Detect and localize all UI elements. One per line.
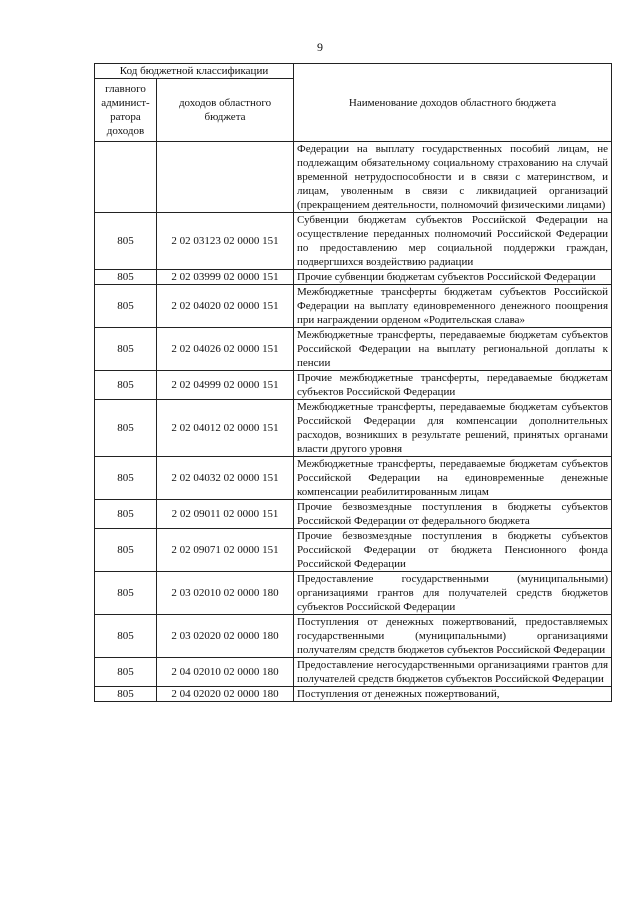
code-cell: 2 02 04020 02 0000 151 [157,285,294,328]
code-cell: 2 04 02010 02 0000 180 [157,658,294,687]
table-row [95,328,612,371]
admin-cell: 805 [95,572,157,615]
code-cell: 2 02 09011 02 0000 151 [157,500,294,529]
table-body [95,142,612,702]
table-row [95,457,612,500]
admin-cell: 805 [95,457,157,500]
name-cell: Прочие безвозмездные поступления в бюджеты субъектов Российской Федерации от федерального бюджета [294,500,612,529]
code-cell: 2 02 03123 02 0000 151 [157,213,294,270]
name-cell: Поступления от денежных пожертвований, [294,687,612,702]
admin-cell: 805 [95,270,157,285]
code-cell: 2 02 09071 02 0000 151 [157,529,294,572]
admin-cell: 805 [95,615,157,658]
name-cell: Прочие субвенции бюджетам субъектов Российской Федерации [294,270,612,285]
admin-cell [95,142,157,213]
page-number: 9 [317,40,323,54]
header-code: доходов областного бюджета [157,79,294,142]
name-cell: Поступления от денежных пожертвований, предоставляемых государственными (муниципальными) организациями получателям средств бюджетов субъектов Российской Федерации [294,615,612,658]
code-cell: 2 03 02010 02 0000 180 [157,572,294,615]
code-cell [157,142,294,213]
code-cell: 2 02 04026 02 0000 151 [157,328,294,371]
table-row [95,285,612,328]
header-name: Наименование доходов областного бюджета [294,64,612,142]
name-cell: Предоставление государственными (муниципальными) организациями грантов для получателей средств бюджетов субъектов Российской Федерации [294,572,612,615]
admin-cell: 805 [95,500,157,529]
table-row [95,500,612,529]
admin-cell: 805 [95,400,157,457]
code-cell: 2 03 02020 02 0000 180 [157,615,294,658]
table-row [95,572,612,615]
admin-cell: 805 [95,213,157,270]
admin-cell: 805 [95,687,157,702]
admin-cell: 805 [95,285,157,328]
table-row [95,615,612,658]
code-cell: 2 02 04032 02 0000 151 [157,457,294,500]
code-cell: 2 04 02020 02 0000 180 [157,687,294,702]
table-row [95,142,612,213]
name-cell: Межбюджетные трансферты, передаваемые бюджетам субъектов Российской Федерации на единовременные денежные компенсации реабилитированным лицам [294,457,612,500]
header-admin: главного админист-ратора доходов [95,79,157,142]
table-row [95,529,612,572]
table-row [95,687,612,702]
admin-cell: 805 [95,658,157,687]
name-cell: Межбюджетные трансферты, передаваемые бюджетам субъектов Российской Федерации для компенсации дополнительных расходов, возникших в результате решений, принятых органами власти другого уровня [294,400,612,457]
code-cell: 2 02 03999 02 0000 151 [157,270,294,285]
admin-cell: 805 [95,328,157,371]
name-cell: Предоставление негосударственными организациями грантов для получателей средств бюджетов субъектов Российской Федерации [294,658,612,687]
name-cell: Субвенции бюджетам субъектов Российской Федерации на осуществление переданных полномочий Российской Федерации по предоставлению мер социальной поддержки граждан, подвергшихся воздействию радиации [294,213,612,270]
admin-cell: 805 [95,371,157,400]
table-row [95,270,612,285]
table-row [95,400,612,457]
name-cell: Прочие межбюджетные трансферты, передаваемые бюджетам субъектов Российской Федерации [294,371,612,400]
name-cell: Межбюджетные трансферты бюджетам субъектов Российской Федерации на выплату единовременного денежного поощрения при награждении орденом «Родительская слава» [294,285,612,328]
name-cell: Прочие безвозмездные поступления в бюджеты субъектов Российской Федерации от бюджета Пенсионного фонда Российской Федерации [294,529,612,572]
admin-cell: 805 [95,529,157,572]
table-row [95,213,612,270]
table-row [95,371,612,400]
code-cell: 2 02 04012 02 0000 151 [157,400,294,457]
code-cell: 2 02 04999 02 0000 151 [157,371,294,400]
budget-classification-table [94,63,612,702]
header-group-label: Код бюджетной классификации [95,64,294,79]
table-row [95,658,612,687]
name-cell: Федерации на выплату государственных пособий лицам, не подлежащим обязательному социальному страхованию на случай временной нетрудоспособности и в связи с материнством, и лицам, уволенным в связи с ликвидацией организаций (прекращением деятельности, полномочий физическими лицами) [294,142,612,213]
name-cell: Межбюджетные трансферты, передаваемые бюджетам субъектов Российской Федерации на выплату региональной доплаты к пенсии [294,328,612,371]
